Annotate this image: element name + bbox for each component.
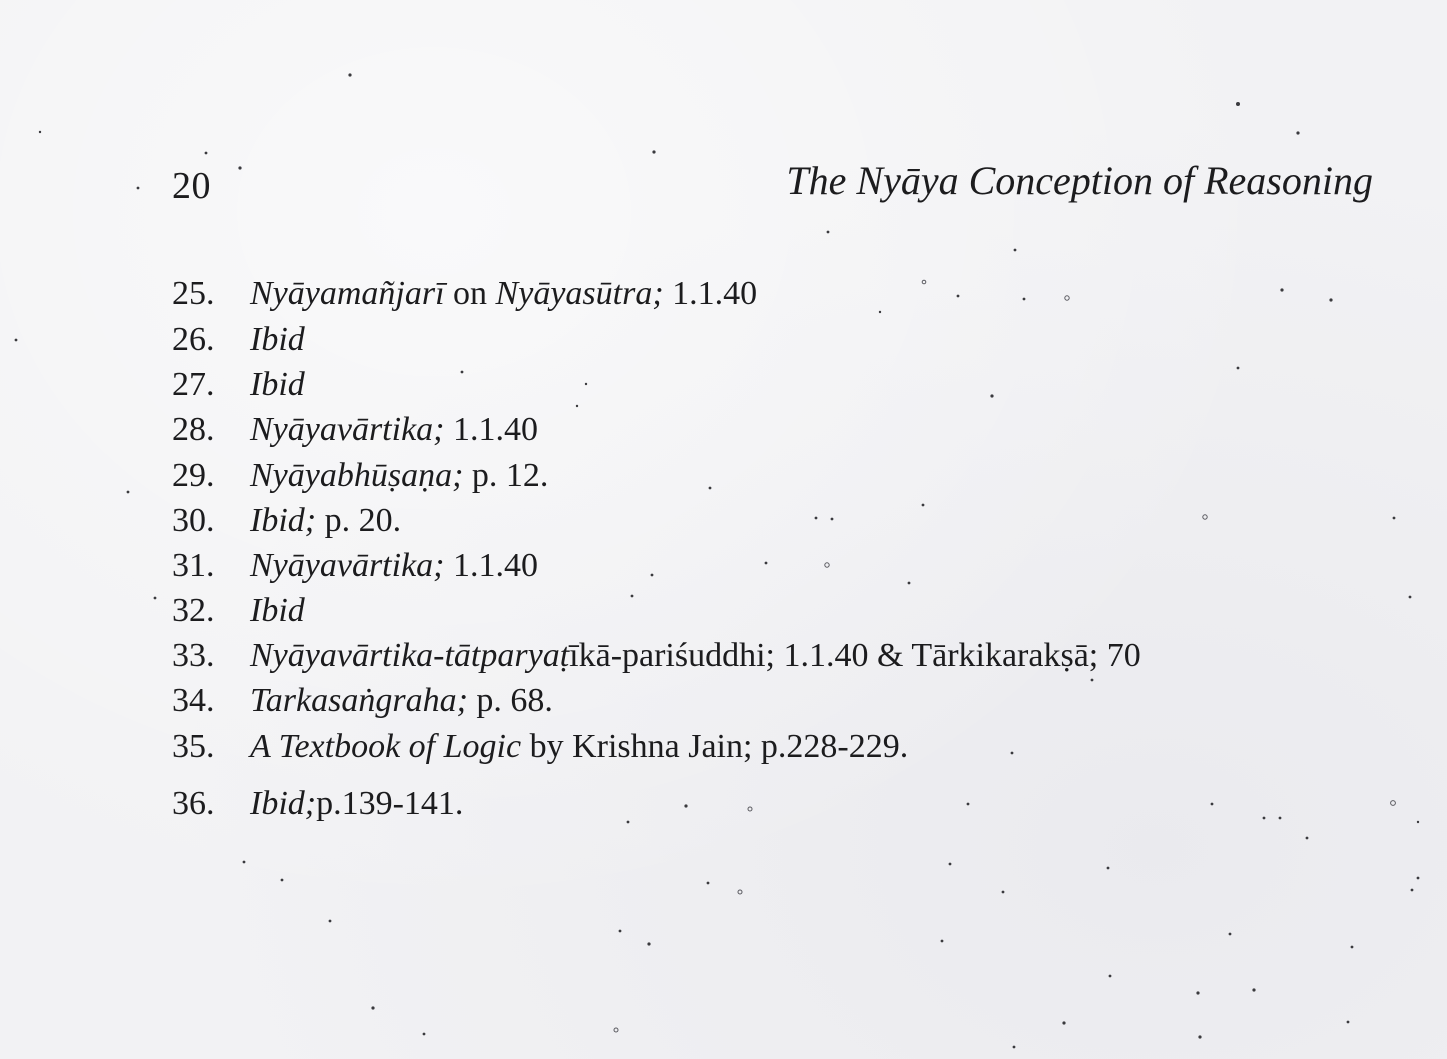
note-number: 31. (172, 547, 215, 584)
note-item (172, 318, 305, 362)
note-item (172, 589, 305, 633)
note-item (172, 272, 757, 316)
note-title: Tarkasaṅgraha; (250, 682, 468, 719)
note-title-secondary: Nyāyasūtra; (495, 275, 664, 312)
note-title: Nyāyavārtika; (250, 547, 445, 584)
note-number: 35. (172, 728, 215, 765)
note-number: 34. (172, 682, 215, 719)
note-title: Ibid; (250, 785, 317, 822)
note-title: Nyāyavārtika; (250, 411, 445, 448)
note-title: A Textbook of Logic (250, 728, 522, 765)
note-title: Nyāyavārtika-tātparyaṭ (250, 637, 570, 674)
note-text: p. 68. (467, 682, 553, 719)
note-item (172, 725, 908, 769)
note-text: p.139-141. (316, 785, 464, 822)
note-number: 26. (172, 321, 215, 358)
note-number: 28. (172, 411, 215, 448)
note-title: Ibid (250, 592, 305, 629)
note-text: 1.1.40 (444, 411, 538, 448)
note-number: 33. (172, 637, 215, 674)
note-text: īkā-pariśuddhi; 1.1.40 & Tārkikarakṣā; 70 (569, 637, 1141, 674)
note-item (172, 408, 538, 452)
note-item (172, 363, 305, 407)
note-number: 32. (172, 592, 215, 629)
note-title: Ibid (250, 321, 305, 358)
note-item (172, 499, 401, 543)
note-title: Ibid (250, 366, 305, 403)
note-number: 25. (172, 275, 215, 312)
running-title: The Nyāya Conception of Reasoning (786, 158, 1373, 203)
note-number: 30. (172, 502, 215, 539)
note-text: on (444, 275, 496, 312)
note-item (172, 544, 538, 588)
note-number: 36. (172, 785, 215, 822)
note-title: Nyāyabhūṣaṇa; (250, 457, 464, 494)
note-item (172, 634, 1141, 678)
note-number: 29. (172, 457, 215, 494)
note-item (172, 782, 463, 826)
note-text: p. 12. (463, 457, 549, 494)
note-number: 27. (172, 366, 215, 403)
note-item (172, 679, 553, 723)
note-text: p. 20. (316, 502, 402, 539)
note-item (172, 454, 548, 498)
page-number: 20 (172, 165, 211, 207)
note-text-secondary: 1.1.40 (663, 275, 758, 312)
note-title: Nyāyamañjarī (250, 275, 445, 312)
note-text: by Krishna Jain; p.228-229. (521, 728, 909, 765)
note-title: Ibid; (250, 502, 317, 539)
note-text: 1.1.40 (444, 547, 538, 584)
